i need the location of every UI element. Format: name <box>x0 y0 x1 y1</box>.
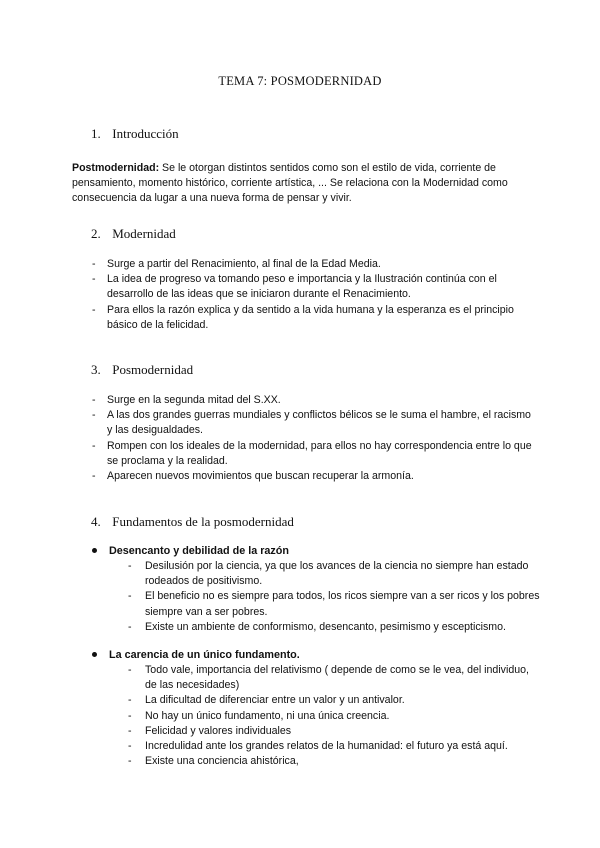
section-number: 2. <box>91 226 101 241</box>
list-item: - A las dos grandes guerras mundiales y conflictos bélicos se le suma el hambre, el racismo y las desigualdades. <box>92 408 532 438</box>
list-item: - Existe una conciencia ahistórica, <box>128 754 540 769</box>
page-title: TEMA 7: POSMODERNIDAD <box>218 74 382 88</box>
section-number: 3. <box>91 362 101 377</box>
fundamento-title: Desencanto y debilidad de la razón <box>109 545 289 557</box>
section-heading-posmodernidad <box>91 362 193 378</box>
fundamento-heading-desencanto <box>92 544 289 559</box>
section-heading-fundamentos <box>91 514 294 530</box>
list-item: - Felicidad y valores individuales <box>128 724 540 739</box>
list-item: - Existe un ambiente de conformismo, desencanto, pesimismo y escepticismo. <box>128 620 540 635</box>
bullet-icon <box>92 548 97 553</box>
carencia-list <box>128 663 540 769</box>
posmodernidad-list <box>92 393 532 484</box>
list-item: - Aparecen nuevos movimientos que buscan recuperar la armonía. <box>92 469 532 484</box>
list-item: - El beneficio no es siempre para todos, los ricos siempre van a ser ricos y los pobres siempre van a ser pobres. <box>128 589 540 619</box>
list-item: - Surge en la segunda mitad del S.XX. <box>92 393 532 408</box>
list-item: - No hay un único fundamento, ni una única creencia. <box>128 709 540 724</box>
section-title: Modernidad <box>112 226 176 241</box>
intro-term: Postmodernidad: <box>72 162 160 174</box>
section-title: Fundamentos de la posmodernidad <box>112 514 294 529</box>
list-item: - Rompen con los ideales de la modernidad, para ellos no hay correspondencia entre lo que se proclama y la realidad. <box>92 439 532 469</box>
list-item: - Incredulidad ante los grandes relatos de la humanidad: el futuro ya está aquí. <box>128 739 540 754</box>
section-number: 4. <box>91 514 101 529</box>
list-item: - Todo vale, importancia del relativismo ( depende de como se le vea, del individuo, de las necesidades) <box>128 663 540 693</box>
modernidad-list <box>92 257 532 333</box>
section-number: 1. <box>91 126 101 141</box>
section-heading-modernidad <box>91 226 176 242</box>
list-item: - La dificultad de diferenciar entre un valor y un antivalor. <box>128 693 540 708</box>
list-item: - Desilusión por la ciencia, ya que los avances de la ciencia no siempre han estado rodeados de positivismo. <box>128 559 540 589</box>
fundamento-heading-carencia <box>92 648 300 663</box>
intro-text: Se le otorgan distintos sentidos como son el estilo de vida, corriente de pensamiento, momento histórico, corriente artística, ... Se relaciona con la Modernidad como consecuencia da lugar a una nueva forma de pensar y vivir. <box>72 162 508 205</box>
section-title: Posmodernidad <box>112 362 194 377</box>
bullet-icon <box>92 652 97 657</box>
intro-paragraph <box>72 161 534 207</box>
fundamento-title: La carencia de un único fundamento. <box>109 649 300 661</box>
list-item: - La idea de progreso va tomando peso e importancia y la Ilustración continúa con el desarrollo de las ideas que se iniciaron durante el Renacimiento. <box>92 272 532 302</box>
list-item: - Surge a partir del Renacimiento, al final de la Edad Media. <box>92 257 532 272</box>
section-heading-introduccion <box>91 126 179 142</box>
list-item: - Para ellos la razón explica y da sentido a la vida humana y la esperanza es el principio básico de la felicidad. <box>92 303 532 333</box>
desencanto-list <box>128 559 540 635</box>
section-title: Introducción <box>112 126 179 141</box>
